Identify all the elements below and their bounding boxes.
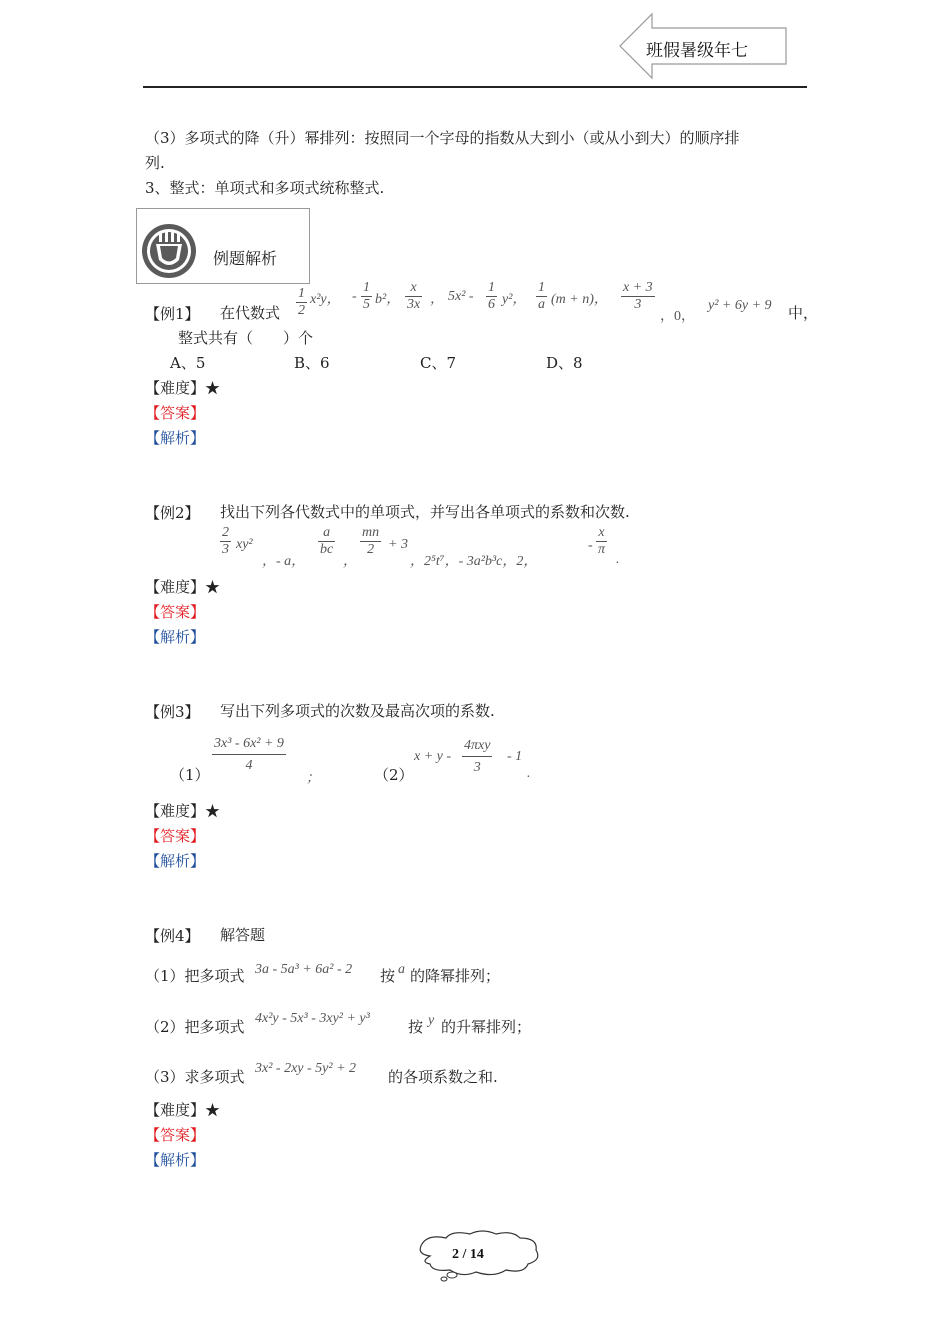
ex1-expr-3-tail: ， [430,292,444,307]
ex4-tag: 【例4】 [145,927,200,945]
ex1-suffix: 中， [788,304,819,322]
header-banner-text: 班假暑级年七 [646,41,748,61]
ex2-sep-2: ， [343,554,357,569]
ex4-text: 解答题 [220,926,266,944]
section-title: 例题解析 [213,249,278,268]
ex1-tag: 【例1】 [145,305,200,323]
intro-line-1: （3）多项式的降（升）幂排列：按照同一个字母的指数从大到小（或从小到大）的顺序排 [145,129,740,147]
ex4-q1-var: a [398,962,405,977]
ex1-option-b: B、6 [294,354,330,372]
ex4-q3-suffix: 的各项系数之和. [388,1068,498,1086]
ex3-part-1-label: （1） [170,766,210,784]
ex1-expr-2-tail: b²， [375,292,401,307]
ex1-analysis-label: 【解析】 [145,429,206,447]
ex3-tag: 【例3】 [145,703,200,721]
ex1-answer-label: 【答案】 [145,404,206,422]
ex2-expr-4-sign: - [588,538,593,553]
ex3-part-2-end: . [527,766,531,781]
intro-line-2: 列. [145,154,165,172]
ex1-expr-2-sign: - [352,289,357,304]
ex1-option-d: D、8 [546,354,583,372]
ex4-answer-label: 【答案】 [145,1126,206,1144]
ex1-frac-1: $\frac{1}{2}$ [298,286,305,318]
ex1-expr-7: y² + 6y + 9 [708,298,772,313]
page-number: 2 / 14 [452,1247,484,1262]
ex3-part-2-label: （2） [374,766,414,784]
ex2-rest: ，2⁵t⁷，- 3a²b³c，2， [410,554,538,569]
ex1-frac-6: $\frac{x + 3}{3}$ [623,280,653,312]
ex4-q1-suffix: 的降幂排列； [410,967,501,985]
ex2-analysis-label: 【解析】 [145,628,206,646]
ex2-answer-label: 【答案】 [145,603,206,621]
ex2-sep-1: ，- a， [262,554,306,569]
ex1-frac-4: $\frac{1}{6}$ [488,280,495,312]
ex3-analysis-label: 【解析】 [145,852,206,870]
ex2-frac-2: $\frac{a}{bc}$ [320,525,334,557]
ex3-answer-label: 【答案】 [145,827,206,845]
ex4-q2-prefix: （2）把多项式 [145,1018,245,1036]
ex2-expr-3-tail: + 3 [388,537,408,552]
ex1-frac-2: $\frac{1}{5}$ [363,280,370,312]
ex3-part-2-tail: - 1 [507,749,523,764]
ex1-question: 整式共有（ ）个 [178,329,314,347]
ex4-analysis-label: 【解析】 [145,1151,206,1169]
ex2-difficulty: 【难度】★ [145,578,221,596]
ex3-frac-2: 4πxy 3 [464,738,491,775]
ex4-q2-mid: 按 [408,1018,424,1036]
ex4-q2-suffix: 的升幂排列； [441,1018,532,1036]
header-rule [143,86,807,88]
ex2-tag: 【例2】 [145,504,200,522]
ex1-expr-6-tail: ，0， [660,309,695,324]
ex3-part-1-end: ； [306,771,320,786]
ex4-q3-math: 3x² - 2xy - 5y² + 2 [255,1061,357,1076]
ex3-difficulty: 【难度】★ [145,802,221,820]
ex1-option-a: A、5 [170,354,206,372]
ex1-frac-3: $\frac{x}{3x}$ [407,280,421,312]
ex4-difficulty: 【难度】★ [145,1101,221,1119]
intro-line-3: 3、整式：单项式和多项式统称整式. [145,179,385,197]
ex1-option-c: C、7 [420,354,457,372]
ex1-frac-5: $\frac{1}{a}$ [538,280,545,312]
ex4-q1-mid: 按 [380,967,396,985]
ex3-part-2-head: x + y - [414,749,452,764]
ex2-frac-3: $\frac{mn}{2}$ [362,525,380,557]
ex4-q2-math: 4x²y - 5x³ - 3xy² + y³ [255,1011,370,1026]
ex4-q1-prefix: （1）把多项式 [145,967,245,985]
trophy-icon [140,222,198,280]
ex1-expr-5-tail: (m + n)， [551,292,608,307]
ex2-text: 找出下列各代数式中的单项式，并写出各单项式的系数和次数. [220,503,630,521]
ex1-expr-4: 5x² - [448,289,474,304]
ex1-expr-1-tail: x²y， [310,292,341,307]
ex4-q3-prefix: （3）求多项式 [145,1068,245,1086]
ex2-frac-1: $\frac{2}{3}$ [222,525,229,557]
ex4-q2-var: y [428,1013,435,1028]
ex1-prefix: 在代数式 [220,304,281,322]
ex2-frac-4: $\frac{x}{\pi}$ [598,525,606,557]
ex3-frac-1: $\frac{\text{3x³ - 6x² + 9}}{4}$ [214,736,284,773]
ex3-text: 写出下列多项式的次数及最高次项的系数. [220,702,495,720]
ex1-difficulty: 【难度】★ [145,379,221,397]
ex4-q1-math: 3a - 5a³ + 6a² - 2 [255,962,353,977]
ex2-expr-1-tail: xy² [236,537,253,552]
ex1-expr-4-tail: y²， [502,292,527,307]
ex2-end: . [616,552,620,567]
